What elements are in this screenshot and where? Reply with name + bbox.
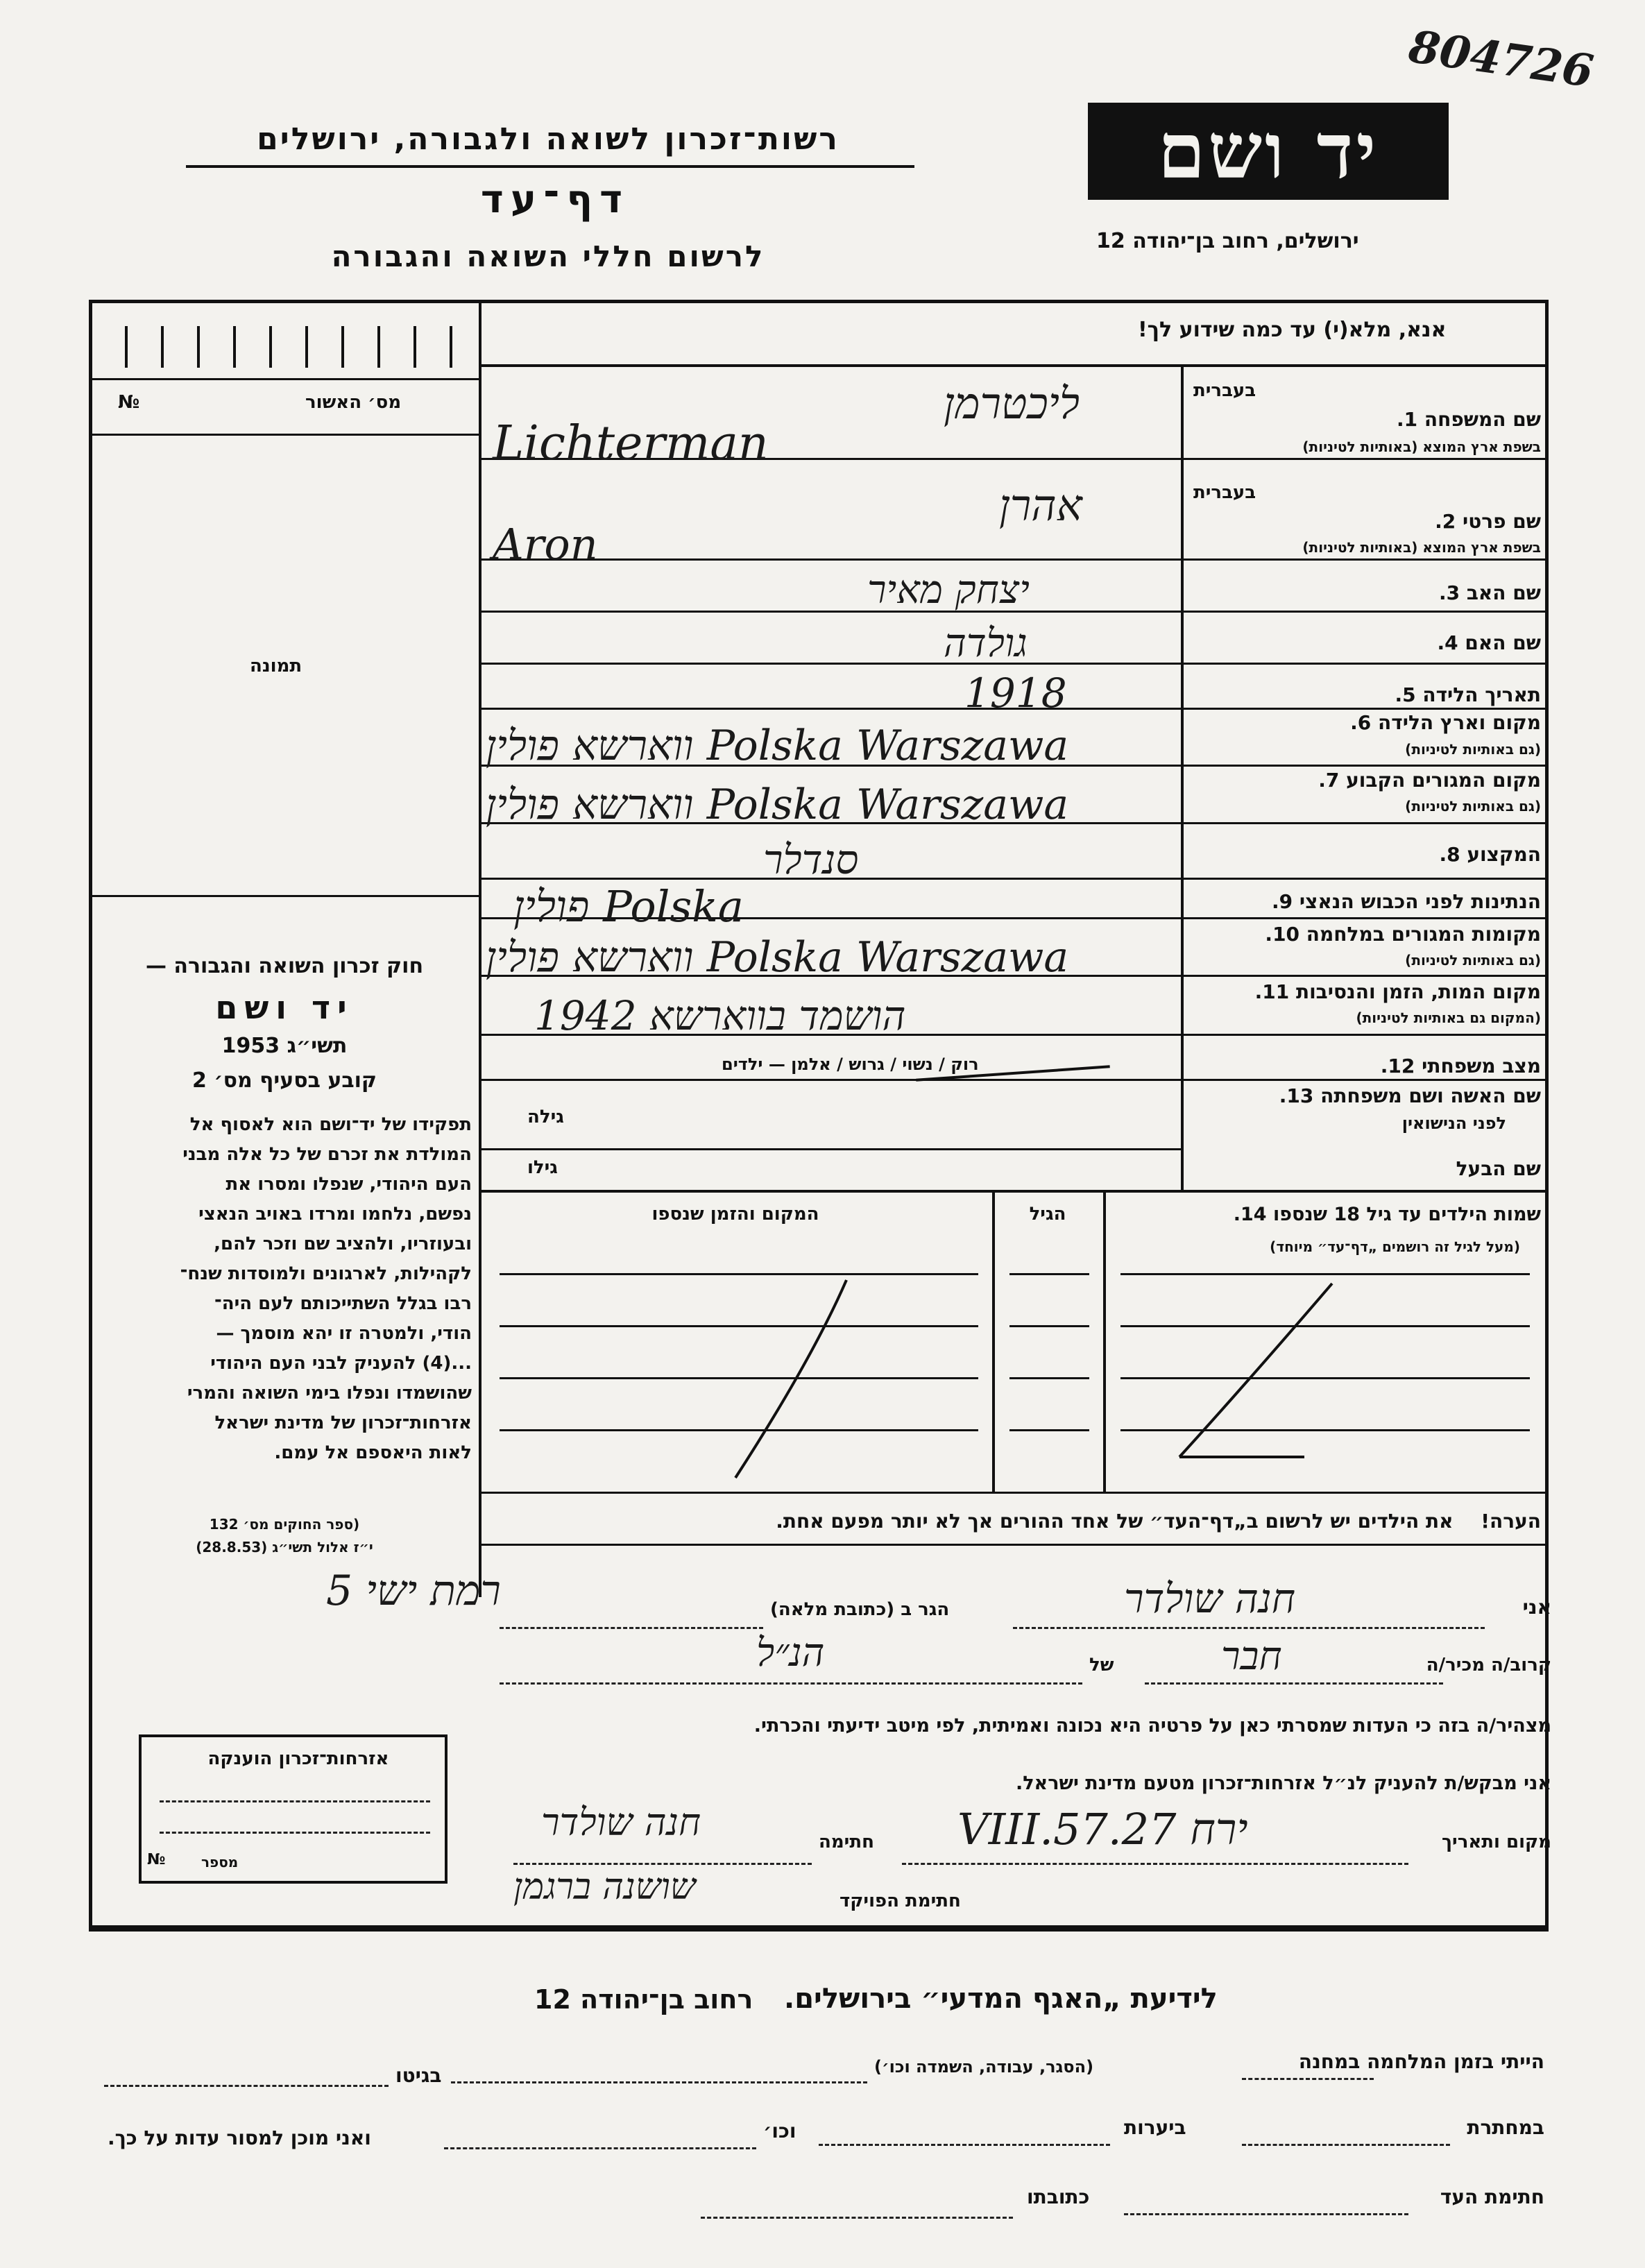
place-date-label: מקום ותאריך — [1442, 1832, 1551, 1852]
approval-top-line — [89, 378, 479, 380]
camp-types-label: (הסגר, עבודה, השמדה וכו׳) — [874, 2057, 1094, 2077]
law-reference-1: (ספר החוקים מס׳ 132 — [209, 1516, 360, 1533]
photo-bottom-line — [89, 895, 479, 897]
declarant-label: אני — [1522, 1596, 1551, 1619]
field-7-label: מקום המגורים הקבוע 7. — [1318, 769, 1541, 792]
field-6-sub: (גם באותיות לטיניות) — [1405, 741, 1541, 758]
law-year: תשי״ג 1953 — [221, 1034, 348, 1058]
witness-signature-label: חתימת העד — [1440, 2185, 1544, 2208]
page-subtitle: לרשום חללי השואה והגבורה — [331, 239, 765, 273]
signature-value: חנה שולדר — [541, 1800, 701, 1844]
underground-label: במחתרת — [1467, 2116, 1544, 2139]
first-name-latin: Aron — [493, 519, 598, 570]
field-14-label: שמות הילדים עד גיל 18 שנספו 14. — [1233, 1204, 1541, 1225]
citizenship-request: אני מבקש/ת להעניק לנ״ל אזרחות־זכרון מטעם מדינת ישראל. — [1015, 1773, 1551, 1794]
yad-vashem-logo: יד ושם — [1088, 103, 1449, 200]
mother-name-value: גולדה — [944, 621, 1028, 666]
law-title: חוק זכרון השואה והגבורה — — [145, 954, 424, 978]
field-11-label: מקום המות, הזמן והנסיבות 11. — [1254, 980, 1541, 1003]
certificate-number-sign: № — [147, 1851, 166, 1868]
camp-line-label: הייתי בזמן המלחמה במחנה — [1298, 2050, 1544, 2073]
of-label: של — [1089, 1655, 1114, 1676]
children-age-header: הגיל — [1029, 1204, 1066, 1225]
field-3-label: שם האב 3. — [1438, 581, 1541, 604]
relation-label: קרוב/ה מכיר/ה — [1426, 1655, 1551, 1676]
field-2-sub: בשפת ארץ המוצא (באותיות לטיניות) — [1302, 539, 1541, 556]
field-1-sub: בשפת ארץ המוצא (באותיות לטיניות) — [1302, 438, 1541, 455]
family-name-hebrew: ליכטרמן — [944, 378, 1080, 429]
note-row: הערה! את הילדים יש לרשום ב„דף־העד״ של אחד ההורים אך לא יותר מפעם אחת. — [776, 1510, 1541, 1533]
declarant-address: רמת ישי 5 — [326, 1567, 501, 1615]
children-place-header: המקום והזמן שנספו — [651, 1204, 819, 1225]
witness-address-label: כתובתו — [1027, 2185, 1090, 2208]
citizenship-value: Polska פולין — [513, 881, 744, 932]
document-number: 804726 — [1406, 20, 1597, 99]
certificate-number-label: מספר — [201, 1854, 239, 1870]
field-9-label: הנתינות לפני הכבוש הנאצי 9. — [1272, 890, 1541, 913]
signature-label: חתימה — [819, 1832, 874, 1852]
law-name: יד ושם — [215, 989, 354, 1026]
field-8-label: המקצוע 8. — [1439, 843, 1541, 866]
officer-signature-value: שושנה ברגמן — [513, 1866, 696, 1908]
family-name-latin: Lichterman — [493, 416, 769, 471]
field-14-sub: (מעל לגיל זה רושמים „דף־עד״ מיוחד) — [1270, 1238, 1520, 1255]
wife-age-label: גילה — [527, 1107, 564, 1127]
field-11-sub: (המקום גם באותיות לטיניות) — [1356, 1009, 1541, 1026]
wartime-residence-value: Polska Warszawa ווארשא פולין — [486, 933, 1069, 982]
field-4-label: שם האם 4. — [1437, 631, 1541, 654]
birthplace-value: Polska Warszawa ווארשא פולין — [486, 722, 1069, 770]
authority-name: רשות־זכרון לשואה ולגבורה, ירושלים — [257, 121, 839, 157]
officer-signature-label: חתימת הפויקד — [839, 1891, 961, 1911]
approval-number-sign: № — [118, 392, 140, 413]
profession-value: סנדלר — [763, 836, 859, 883]
authority-underline — [186, 165, 914, 168]
memorial-citizenship-title: אזרחות־זכרון הוענקה — [207, 1748, 389, 1769]
field-10-label: מקומות המגורים במלחמה 10. — [1265, 923, 1541, 946]
declarant-name: חנה שולדר — [1124, 1575, 1296, 1622]
field-1-label: שם המשפחה 1. — [1397, 408, 1541, 431]
death-place-value: הושמד בווארשא 1942 — [534, 992, 906, 1039]
page-title: דף־עד — [480, 177, 630, 222]
law-text: תפקידו של יד־ושם הוא לאסוף אל המולדת את זכרם של כל אלה מבני העם היהודי, שנפלו ומסרו את נפשם, נלחמו ומרדו באויב הנאצי ובעוזריו, ולהציב שם וזכר להם, לקהילות, לארגונים ולמוסדות שנח־ רבו בגלל השתייכותם לעם היה־ הודי, ולמטרה זו יהא מוסמך — ...(4) להעניק לבני העם היהודי שהושמדו ונפלו בימי השואה והמרי אזרחות־זכרון של מדינת ישראל לאות היאספם אל עמם. — [180, 1114, 472, 1463]
left-column-divider — [479, 300, 481, 1597]
declaration-statement: מצהיר/ה בזה כי העדות שמסרתי כאן על פרטיה היא נכונה ואמיתית, לפי מיטב ידיעתי והכרתי. — [753, 1715, 1551, 1737]
fill-instruction: אנא, מלא(י) עד כמה שידוע לך! — [1138, 318, 1447, 342]
bottom-address: רחוב בן־יהודה 12 — [534, 1984, 753, 2015]
bottom-title: לידיעת „האגף המדעי״ בירושלים. — [784, 1983, 1218, 2015]
approval-bottom-line — [89, 434, 479, 436]
first-name-hebrew: אהרן — [999, 480, 1082, 531]
photo-label: תמונה — [250, 656, 302, 676]
birth-date-value: 1918 — [964, 670, 1067, 717]
children-crossout-strokes — [486, 1277, 1540, 1492]
ghetto-label: בגיטו — [395, 2064, 442, 2087]
tick-marks — [125, 326, 472, 368]
of-value: הנ״ל — [756, 1630, 825, 1676]
testimony-offer: ואני מוכן למסור עדות על כך. — [108, 2126, 371, 2149]
field-13-label: שם האשה ושם משפחתה 13. — [1279, 1084, 1541, 1107]
field-6-label: מקום וארץ הלידה 6. — [1350, 711, 1541, 734]
field-12-label: מצב משפחתי 12. — [1380, 1055, 1541, 1077]
hebrew-label-1: בעברית — [1193, 380, 1256, 401]
husband-age-label: גילו — [527, 1157, 558, 1178]
approval-number-label: מס׳ האשור — [305, 392, 402, 413]
family-status-options: רוק / נשוי / גרוש / אלמן — ילדים — [722, 1055, 979, 1074]
header-address: ירושלים, רחוב בן־יהודה 12 — [1096, 229, 1359, 253]
forests-label: ביערות — [1124, 2116, 1186, 2139]
field-7-sub: (גם באותיות לטיניות) — [1405, 798, 1541, 815]
husband-label: שם הבעל — [1456, 1157, 1541, 1180]
etc-label: וכו׳ — [763, 2120, 796, 2142]
field-5-label: תאריך הלידה 5. — [1395, 683, 1541, 706]
field-2-label: שם פרטי 2. — [1435, 510, 1541, 533]
address-label: הגר ב (כתובת מלאה) — [770, 1599, 950, 1620]
residence-value: Polska Warszawa ווארשא פולין — [486, 781, 1069, 829]
place-date-value: ירח 27.VIII.57 — [957, 1804, 1248, 1855]
label-column-divider — [1181, 364, 1184, 1190]
father-name-value: יצחק מאיר — [867, 568, 1030, 613]
instruction-line — [479, 364, 1549, 367]
relation-value: חבר — [1221, 1634, 1282, 1679]
law-reference-2: י״ז אלול תשי״ג (28.8.53) — [196, 1539, 373, 1555]
law-clause: קובע בסעיף מס׳ 2 — [191, 1068, 377, 1093]
bottom-divider — [89, 1925, 1549, 1929]
field-10-sub: (גם באותיות לטיניות) — [1405, 952, 1541, 969]
hebrew-label-2: בעברית — [1193, 482, 1256, 503]
field-13-sub: לפני הנישואין — [1401, 1114, 1506, 1133]
